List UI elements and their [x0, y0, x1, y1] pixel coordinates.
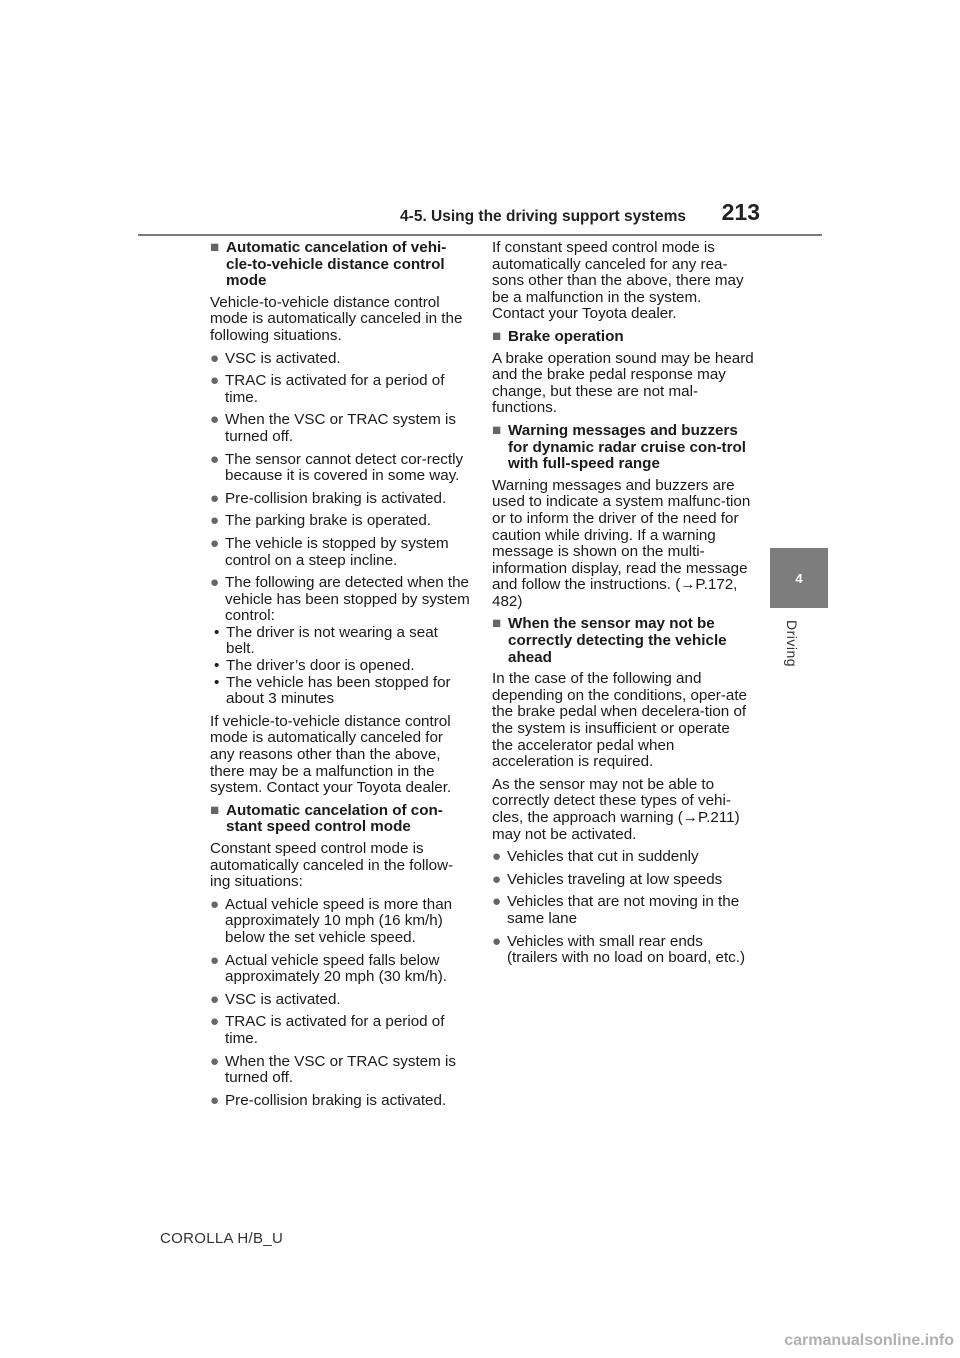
right-column [492, 240, 754, 973]
paragraph: Vehicle-to-vehicle distance control mode is automatically canceled in the following situations. [210, 293, 463, 344]
list-item: ● TRAC is activated for a period of time. [210, 1013, 445, 1047]
dot-bullet-icon: ● [210, 1091, 220, 1109]
heading: ■ When the sensor may not be correctly detecting the vehicle ahead [492, 615, 727, 666]
list-item: ● The following are detected when the vehicle has been stopped by system control: [210, 574, 470, 625]
dot-bullet-icon: ● [210, 450, 220, 468]
dot-bullet-icon: ● [210, 574, 220, 592]
paragraph: In the case of the following and depending on the conditions, oper-ate the brake pedal when decelera-tion of the system is insufficient or operate the accelerator pedal when acceleration is required. [492, 670, 748, 771]
dot-bullet-icon: ● [210, 951, 220, 969]
heading: ■ Warning messages and buzzers for dynamic radar cruise con-trol with full-speed range [492, 421, 747, 473]
list-item: ● VSC is activated. [210, 349, 341, 367]
square-bullet-icon: ■ [210, 239, 220, 256]
sub-list-item: • The vehicle has been stopped for about 3 minutes [214, 673, 451, 708]
sub-list-item: • The driver is not wearing a seat belt. [214, 623, 438, 658]
dot-bullet-icon: ● [492, 848, 502, 866]
page-number: 213 [721, 199, 760, 225]
list-item: ● Pre-collision braking is activated. [210, 1091, 447, 1109]
paragraph: A brake operation sound may be heard and the brake pedal response may change, but these are not mal-functions. [492, 349, 754, 417]
dot-bullet-icon: ● [210, 372, 220, 390]
chapter-tab: 4 [770, 548, 828, 608]
footer-model: COROLLA H/B_U [160, 1230, 284, 1247]
dot-bullet-icon: ● [210, 1013, 220, 1031]
list-item: ● VSC is activated. [210, 990, 341, 1008]
square-bullet-icon: ■ [492, 421, 502, 439]
bullet-icon: • [214, 657, 220, 675]
watermark: carmanualsonline.info [784, 1332, 954, 1349]
chapter-label: Driving [784, 620, 800, 668]
dot-bullet-icon: ● [210, 512, 220, 530]
dot-bullet-icon: ● [210, 411, 220, 429]
page-header [138, 198, 822, 236]
list-item: ● The parking brake is operated. [210, 512, 431, 530]
dot-bullet-icon: ● [210, 990, 220, 1008]
list-item: ● Vehicles that cut in suddenly [492, 848, 699, 866]
list-item: ● The vehicle is stopped by system control on a steep incline. [210, 534, 449, 569]
square-bullet-icon: ■ [492, 327, 502, 345]
paragraph: Warning messages and buzzers are used to indicate a system malfunc-tion or to inform the driver of the need for caution while driving. If a warning message is shown on the multi-information display, read the message and follow the instructions. (→P.172, 482) [492, 476, 751, 610]
square-bullet-icon: ■ [492, 615, 502, 633]
dot-bullet-icon: ● [210, 489, 220, 507]
list-item: ● The sensor cannot detect cor-rectly because it is covered in some way. [210, 450, 464, 485]
list-item: ● Actual vehicle speed is more than approximately 10 mph (16 km/h) below the set vehicle speed. [210, 895, 453, 946]
list-item: ● Vehicles that are not moving in the same lane [492, 893, 740, 927]
section-title: 4-5. Using the driving support systems [400, 208, 686, 225]
list-item: ● When the VSC or TRAC system is turned off. [210, 411, 456, 445]
list-item: ● Actual vehicle speed falls below approximately 20 mph (30 km/h). [210, 951, 447, 986]
paragraph: If vehicle-to-vehicle distance control mode is automatically canceled for any reasons other than the above, there may be a malfunction in the system. Contact your Toyota dealer. [210, 712, 452, 797]
bullet-icon: • [214, 623, 220, 641]
dot-bullet-icon: ● [492, 893, 502, 911]
dot-bullet-icon: ● [210, 1052, 220, 1070]
dot-bullet-icon: ● [210, 895, 220, 913]
list-item: ● When the VSC or TRAC system is turned off. [210, 1052, 456, 1087]
dot-bullet-icon: ● [492, 932, 502, 950]
heading: ■ Brake operation [492, 327, 624, 345]
square-bullet-icon: ■ [210, 801, 220, 819]
paragraph: As the sensor may not be able to correctly detect these types of vehi-cles, the approach warning (→P.211) may not be activated. [492, 775, 740, 843]
list-item: ● TRAC is activated for a period of time. [210, 372, 445, 406]
list-item: ● Pre-collision braking is activated. [210, 489, 447, 507]
heading: ■ Automatic cancelation of con-stant speed control mode [210, 801, 443, 836]
sub-list-item: • The driver’s door is opened. [214, 657, 415, 675]
dot-bullet-icon: ● [210, 349, 220, 367]
bullet-icon: • [214, 673, 220, 691]
list-item: ● Vehicles traveling at low speeds [492, 870, 723, 888]
left-column [210, 240, 470, 1115]
dot-bullet-icon: ● [210, 534, 220, 552]
paragraph: Constant speed control mode is automatically canceled in the follow-ing situations: [210, 840, 454, 891]
paragraph: If constant speed control mode is automatically canceled for any rea-sons other than the above, there may be a malfunction in the system. Contact your Toyota dealer. [492, 239, 744, 323]
heading: ■ Automatic cancelation of vehi-cle-to-vehicle distance control mode [210, 239, 447, 290]
dot-bullet-icon: ● [492, 870, 502, 888]
list-item: ● Vehicles with small rear ends (trailers with no load on board, etc.) [492, 932, 746, 967]
